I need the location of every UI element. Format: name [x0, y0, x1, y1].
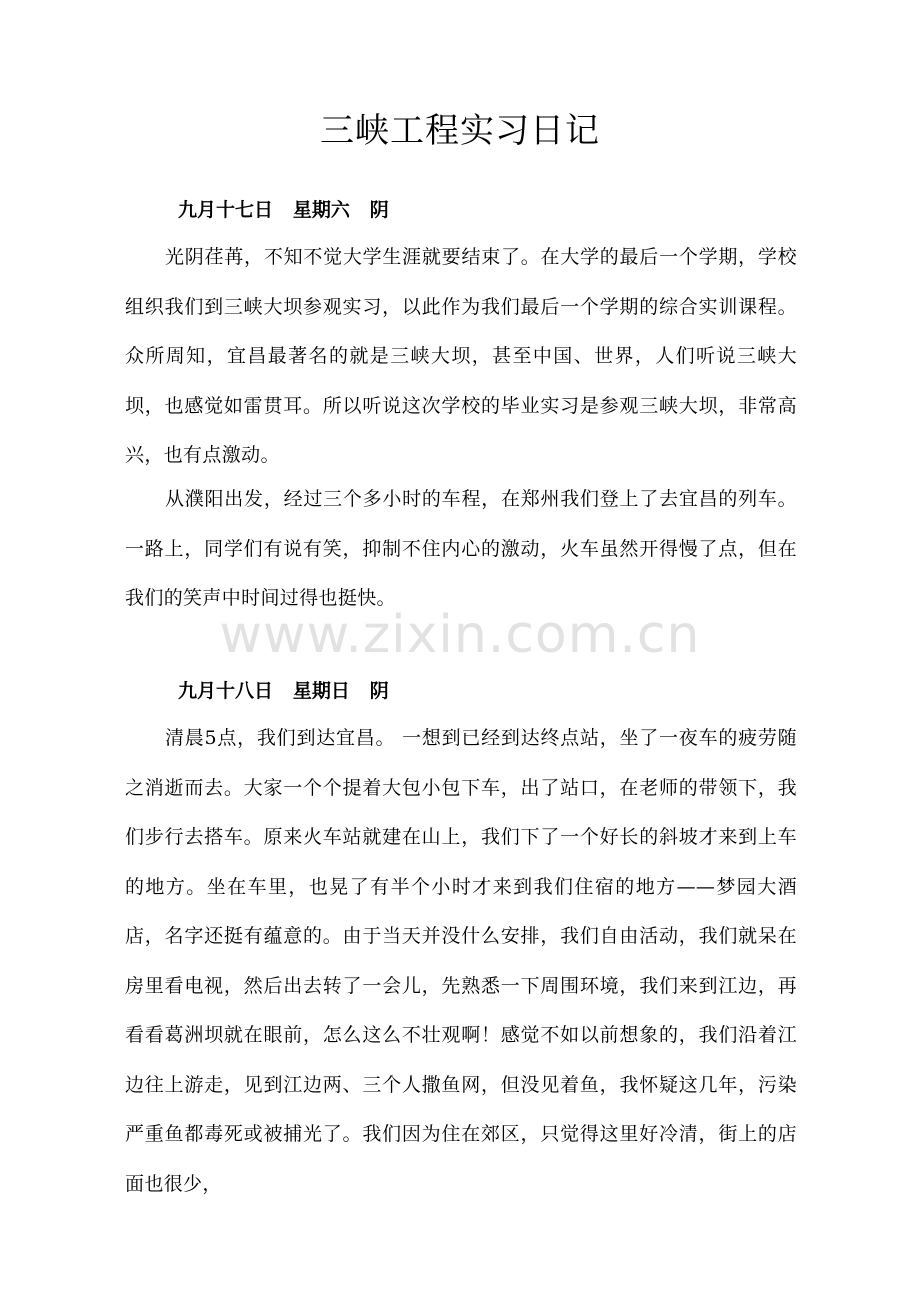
entry-paragraph: 光阴荏苒，不知不觉大学生涯就要结束了。在大学的最后一个学期，学校组织我们到三峡大坝参观实习，以此作为我们最后一个学期的综合实训课程。众所周知，宜昌最著名的就是三峡大坝，甚至中国、世界，人们听说三峡大坝，也感觉如雷贯耳。所以听说这次学校的毕业实习是参观三峡大坝，非常高兴，也有点激动。 [125, 246, 797, 466]
entry-heading: 九月十八日 星期日 阴 [178, 680, 389, 702]
entry-paragraph: 从濮阳出发，经过三个多小时的车程，在郑州我们登上了去宜昌的列车。一路上，同学们有说有笑，抑制不住内心的激动，火车虽然开得慢了点，但在我们的笑声中时间过得也挺快。 [125, 488, 797, 609]
document-title: 三峡工程实习日记 [320, 111, 600, 151]
entry-paragraph: 清晨5点，我们到达宜昌。 一想到已经到达终点站，坐了一夜车的疲劳随之消逝而去。大家一个个提着大包小包下车，出了站口，在老师的带领下，我们步行去搭车。原来火车站就建在山上，我们下了一个好长的斜坡才来到上车的地方。坐在车里，也晃了有半个小时才来到我们住宿的地方——梦园大酒店，名字还挺有蕴意的。由于当天并没什么安排，我们自由活动，我们就呆在房里看电视，然后出去转了一会儿，先熟悉一下周围环境，我们来到江边，再看看葛洲坝就在眼前，怎么这么不壮观啊！感觉不如以前想象的，我们沿着江边往上游走，见到江边两、三个人撒鱼网，但没见着鱼，我怀疑这几年，污染严重鱼都毒死或被捕光了。我们因为住在郊区，只觉得这里好冷清，街上的店面也很少， [125, 727, 797, 1195]
entry-heading: 九月十七日 星期六 阴 [178, 199, 389, 221]
watermark: www.zixin.com.cn [219, 605, 701, 665]
